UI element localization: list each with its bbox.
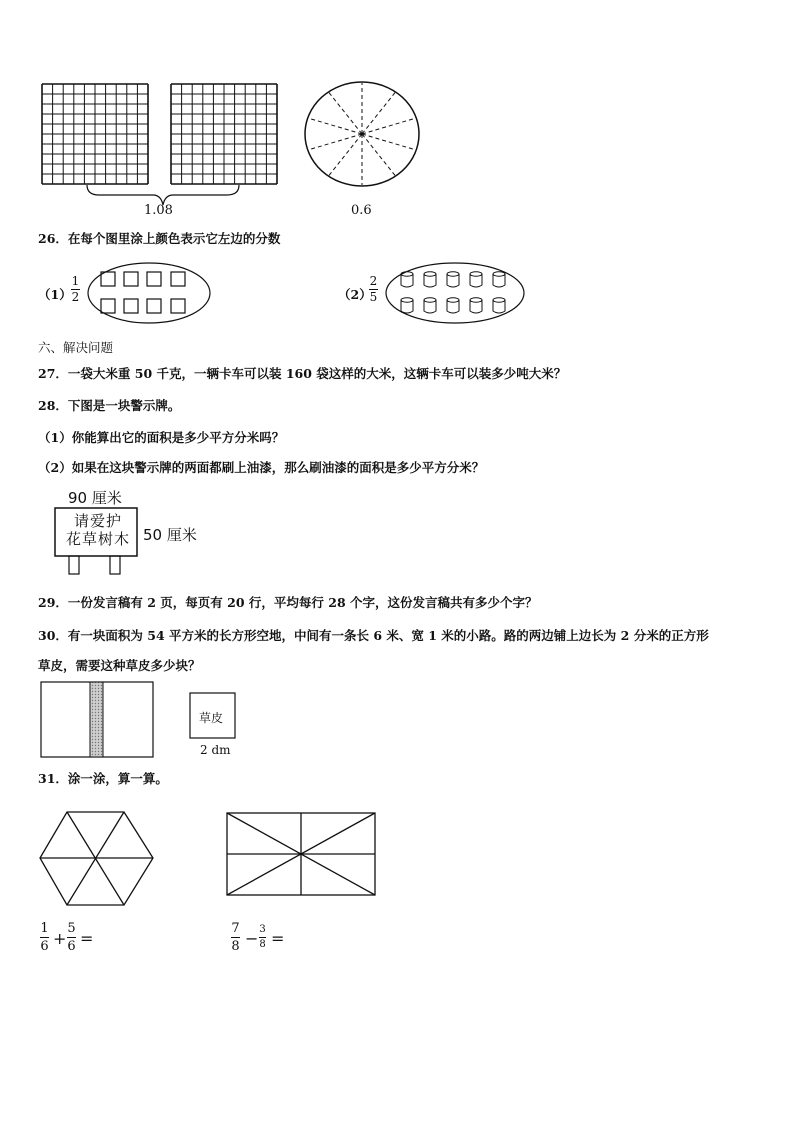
circle-spoke <box>362 93 395 134</box>
cylinder-icon <box>424 298 436 313</box>
question-31: 31．涂一涂，算一算。 <box>38 771 168 786</box>
circle-spoke <box>362 118 415 134</box>
question-26: 26．在每个图里涂上颜色表示它左边的分数 <box>38 231 281 246</box>
cylinder-icon <box>493 272 505 287</box>
sign-width-label: 90 厘米 <box>68 489 122 507</box>
expr2-equals: = <box>271 929 285 948</box>
lawn-rectangle <box>40 681 160 761</box>
circle-spoke <box>309 134 362 150</box>
q26-part2-label: （2） <box>338 287 372 302</box>
expr1-fraction-b: 5 6 <box>67 921 76 954</box>
turf-label: 草皮 <box>199 711 224 725</box>
expr2-fraction-a: 7 8 <box>231 921 240 954</box>
sign-text <box>58 512 138 548</box>
circle-spoke <box>329 134 362 175</box>
oval-with-squares <box>85 260 215 330</box>
q26-part1-label: （1） <box>38 287 72 302</box>
sign-line-1: 请爱护 <box>73 512 122 530</box>
cylinder-icon <box>401 298 413 313</box>
question-29: 29．一份发言稿有 2 页，每页有 20 行，平均每行 28 个字，这份发言稿共有多少个字？ <box>38 595 538 610</box>
circle-spoke <box>329 93 362 134</box>
divided-circle <box>303 80 423 190</box>
section-six-title: 六、解决问题 <box>38 340 114 355</box>
expr2-minus: − <box>245 929 259 948</box>
expr1-plus: + <box>53 929 67 948</box>
cylinder-icon <box>447 272 459 287</box>
cylinder-icon <box>493 298 505 313</box>
question-28-sub1: （1）你能算出它的面积是多少平方分米吗？ <box>38 430 285 445</box>
expr2-fraction-b: 3 8 <box>259 924 266 950</box>
turf-size-label: 2 dm <box>200 743 231 757</box>
hundred-grid-right <box>170 83 290 188</box>
rectangle-eight-parts <box>226 812 381 902</box>
circle-value-label: 0.6 <box>351 203 372 218</box>
oval-with-cylinders <box>383 260 533 330</box>
question-28-sub2: （2）如果在这块警示牌的两面都刷上油漆，那么刷油漆的面积是多少平方分米？ <box>38 460 485 475</box>
circle-spoke <box>309 118 362 134</box>
cylinder-icon <box>401 272 413 287</box>
expr1-fraction-a: 1 6 <box>40 921 49 954</box>
cylinder-icon <box>424 272 436 287</box>
cylinder-icon <box>447 298 459 313</box>
sign-height-label: 50 厘米 <box>143 526 197 544</box>
fraction-one-half: 1 2 <box>71 274 80 304</box>
sign-line-2: 花草树木 <box>65 530 130 548</box>
question-30-line2: 草皮，需要这种草皮多少块？ <box>38 658 201 673</box>
question-28: 28．下图是一块警示牌。 <box>38 398 181 413</box>
hundred-grid-left <box>41 83 161 188</box>
expr1-equals: = <box>80 929 94 948</box>
cylinder-icon <box>470 298 482 313</box>
circle-spoke <box>362 134 395 175</box>
fraction-two-fifths: 2 5 <box>369 274 378 304</box>
circle-spoke <box>362 134 415 150</box>
grid-value-label: 1.08 <box>144 203 173 218</box>
cylinder-icon <box>470 272 482 287</box>
question-30-line1: 30．有一块面积为 54 平方米的长方形空地，中间有一条长 6 米、宽 1 米的小路。路的两边铺上边长为 2 分米的正方形 <box>38 628 709 643</box>
question-27: 27．一袋大米重 50 千克，一辆卡车可以装 160 袋这样的大米，这辆卡车可以装多少吨大米？ <box>38 366 567 381</box>
hexagon-six-triangles <box>39 810 159 910</box>
